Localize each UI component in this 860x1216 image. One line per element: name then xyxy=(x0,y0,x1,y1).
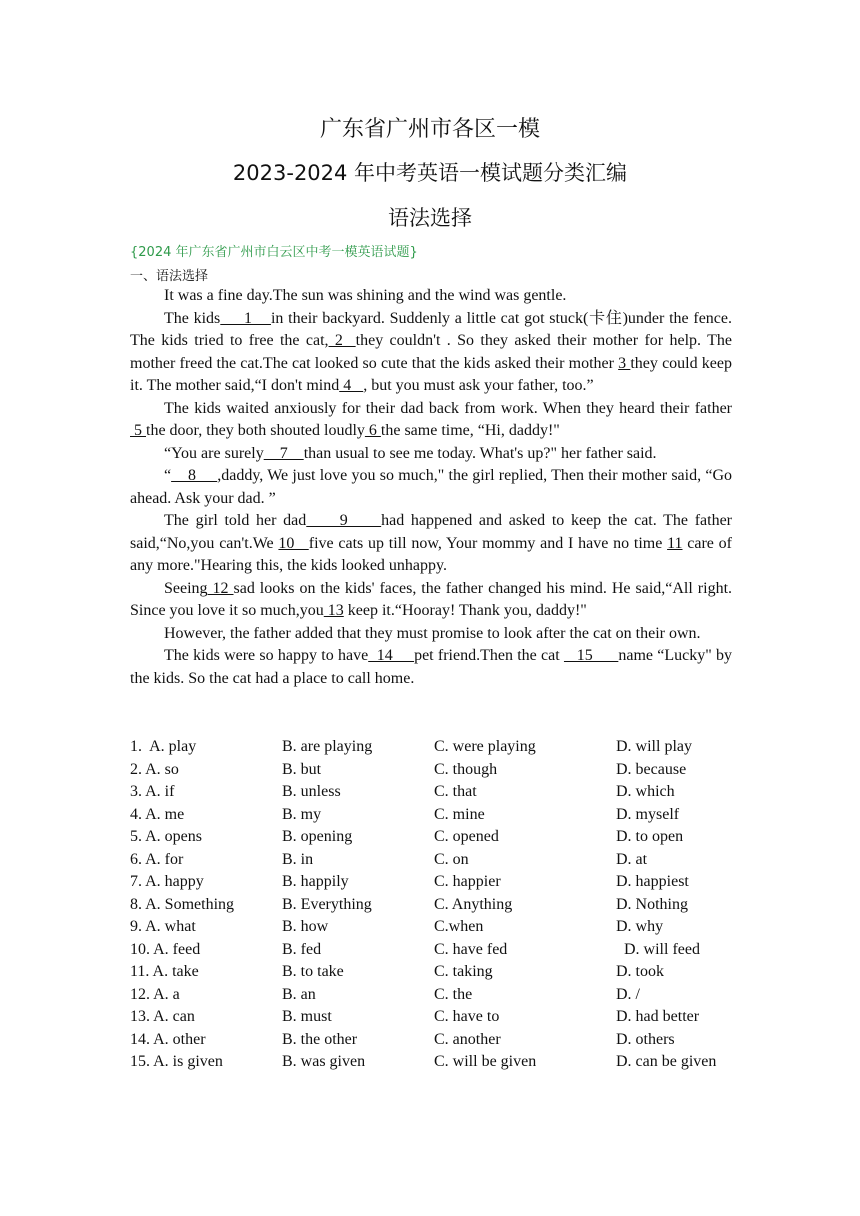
paragraph-4 xyxy=(130,443,732,466)
option-d: D. will feed xyxy=(616,940,700,958)
option-a: 15. A. is given xyxy=(130,1053,223,1070)
paragraph-6 xyxy=(130,510,732,578)
option-d: D. why xyxy=(616,918,664,935)
option-c: C. the xyxy=(434,985,473,1003)
option-d: D. happiest xyxy=(616,873,689,890)
text: , but you must ask your father, too.” xyxy=(363,377,594,394)
option-c: C. though xyxy=(434,760,498,778)
blank-5: 5 xyxy=(130,422,146,439)
option-d: D. others xyxy=(616,1030,675,1048)
option-a: 10. A. feed xyxy=(130,940,201,958)
blank-12: 12 xyxy=(207,579,234,597)
paragraph-1 xyxy=(130,285,732,308)
option-row xyxy=(130,826,750,849)
option-row xyxy=(130,871,750,894)
blank-7: 7 xyxy=(263,444,304,462)
option-row xyxy=(130,849,750,872)
answer-options xyxy=(130,736,750,1074)
text: The girl told her dad xyxy=(164,512,307,529)
option-b: B. are playing xyxy=(282,738,373,755)
option-d: D. because xyxy=(616,760,687,778)
option-b: B. to take xyxy=(282,963,344,980)
option-c: C. opened xyxy=(434,828,499,845)
text: they couldn't . So they asked their mother for help. The mother freed the cat.The cat looked so cute that the kids asked their mother xyxy=(130,332,732,372)
doc-title-main: 2023-2024 年中考英语一模试题分类汇编 xyxy=(232,161,628,185)
text: they could keep it. The mother said,“I don't mind xyxy=(130,354,733,394)
option-a: 7. A. happy xyxy=(130,873,204,890)
option-a: 1. A. play xyxy=(130,738,197,755)
paragraph-2 xyxy=(130,308,732,398)
option-row xyxy=(130,781,750,804)
option-d: D. to open xyxy=(616,828,684,845)
blank-14: 14 xyxy=(368,647,415,664)
option-b: B. was given xyxy=(282,1053,366,1070)
text: the same time, “Hi, daddy!" xyxy=(380,422,560,439)
option-a: 2. A. so xyxy=(130,760,179,778)
section-heading: 一、语法选择 xyxy=(130,269,209,284)
option-row xyxy=(130,804,750,827)
option-b: B. Everything xyxy=(282,895,372,913)
option-d: D. at xyxy=(616,850,648,868)
text: “You are surely xyxy=(164,444,264,462)
option-d: D. which xyxy=(616,783,675,800)
option-c: C. Anything xyxy=(434,895,513,913)
option-c: C. have fed xyxy=(434,940,508,958)
option-a: 3. A. if xyxy=(130,783,175,800)
option-d: D. took xyxy=(616,963,664,980)
option-row xyxy=(130,984,750,1007)
option-b: B. happily xyxy=(282,873,349,890)
text: The kids xyxy=(164,309,221,327)
option-row xyxy=(130,894,750,917)
text: pet friend.Then the cat xyxy=(414,647,564,664)
option-b: B. how xyxy=(282,918,329,935)
paragraph-9 xyxy=(130,645,732,690)
option-a: 13. A. can xyxy=(130,1008,195,1025)
text: Seeing xyxy=(164,579,208,597)
exam-source: {2024 年广东省广州市白云区中考一模英语试题} xyxy=(130,245,418,260)
blank-6: 6 xyxy=(364,422,381,439)
option-b: B. opening xyxy=(282,828,353,845)
option-row xyxy=(130,1051,750,1074)
text: had happened and asked to keep the cat. The father said,“No,you can't.We xyxy=(130,512,732,552)
text: in their backyard. Suddenly a little cat got stuck(卡住)under the fence. The kids tried to free the cat, xyxy=(130,309,733,349)
option-d: D. myself xyxy=(616,805,680,823)
option-row xyxy=(130,961,750,984)
text: ,daddy, We just love you so much," the girl replied, Then their mother said, “Go ahead. Ask your dad. ” xyxy=(130,467,732,507)
blank-11: 11 xyxy=(667,534,683,552)
option-d: D. Nothing xyxy=(616,895,688,913)
option-row xyxy=(130,759,750,782)
option-a: 4. A. me xyxy=(130,805,185,823)
text: keep it.“Hooray! Thank you, daddy!" xyxy=(343,602,587,619)
option-c: C. were playing xyxy=(434,738,536,755)
option-a: 11. A. take xyxy=(130,963,199,980)
option-row xyxy=(130,916,750,939)
paragraph-3 xyxy=(130,398,732,443)
blank-2: 2 xyxy=(328,332,356,349)
option-b: B. an xyxy=(282,985,316,1003)
option-a: 9. A. what xyxy=(130,918,196,935)
option-c: C. another xyxy=(434,1030,501,1048)
option-c: C. that xyxy=(434,783,477,800)
option-row xyxy=(130,1029,750,1052)
doc-title-region: 广东省广州市各区一模 xyxy=(319,117,540,142)
blank-3: 3 xyxy=(618,354,631,372)
option-d: D. will play xyxy=(616,738,692,755)
option-b: B. but xyxy=(282,760,322,778)
text: However, the father added that they must promise to look after the cat on their own. xyxy=(164,624,701,642)
blank-1: 1 xyxy=(220,309,271,327)
reading-passage xyxy=(130,285,732,690)
option-b: B. fed xyxy=(282,940,322,958)
option-b: B. unless xyxy=(282,783,341,800)
option-b: B. my xyxy=(282,805,322,823)
option-d: D. had better xyxy=(616,1008,700,1025)
option-row xyxy=(130,1006,750,1029)
blank-13: 13 xyxy=(323,602,344,619)
blank-4: 4 xyxy=(339,377,364,394)
option-row xyxy=(130,736,750,759)
option-d: D. / xyxy=(616,985,640,1003)
paragraph-8 xyxy=(130,623,732,646)
option-c: C. will be given xyxy=(434,1053,537,1070)
option-d: D. can be given xyxy=(616,1053,717,1070)
doc-title-topic: 语法选择 xyxy=(388,206,472,230)
text: five cats up till now, Your mommy and I have no time xyxy=(308,534,668,552)
option-b: B. in xyxy=(282,850,314,868)
option-b: B. the other xyxy=(282,1030,358,1048)
text: care of any more."Hearing this, the kids looked unhappy. xyxy=(130,534,732,574)
option-a: 14. A. other xyxy=(130,1030,206,1048)
option-row xyxy=(130,939,750,962)
option-c: C. on xyxy=(434,850,469,868)
blank-15: 15 xyxy=(563,647,619,664)
text: sad looks on the kids' faces, the father changed his mind. He said,“All right. Since you love it so much,you xyxy=(130,579,733,619)
text: than usual to see me today. What's up?" her father said. xyxy=(303,444,657,462)
text: The kids were so happy to have xyxy=(164,647,369,664)
text: the door, they both shouted loudly xyxy=(146,422,365,439)
text: It was a fine day.The sun was shining and the wind was gentle. xyxy=(164,287,567,304)
text: “ xyxy=(164,467,172,484)
option-a: 6. A. for xyxy=(130,850,184,868)
option-b: B. must xyxy=(282,1008,332,1025)
option-c: C. taking xyxy=(434,963,493,980)
blank-8: 8 xyxy=(171,467,218,484)
option-a: 12. A. a xyxy=(130,985,180,1003)
paragraph-5 xyxy=(130,465,732,510)
blank-9: 9 xyxy=(306,512,382,529)
option-c: C. happier xyxy=(434,873,501,890)
text: The kids waited anxiously for their dad back from work. When they heard their father xyxy=(164,399,732,417)
paragraph-7 xyxy=(130,578,732,623)
text: name “Lucky" by the kids. So the cat had a place to call home. xyxy=(130,647,733,687)
option-c: C. mine xyxy=(434,805,485,823)
option-c: C.when xyxy=(434,918,484,935)
option-a: 8. A. Something xyxy=(130,895,235,913)
option-c: C. have to xyxy=(434,1008,500,1025)
option-a: 5. A. opens xyxy=(130,828,202,845)
blank-10: 10 xyxy=(278,534,309,552)
